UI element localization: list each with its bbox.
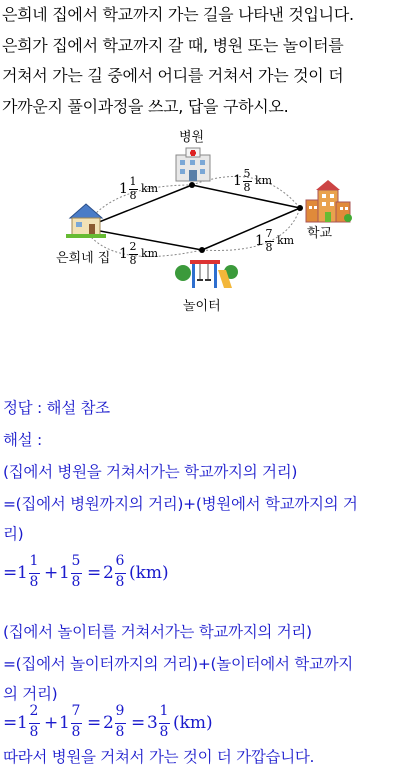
school-icon [306,180,352,222]
playground-label: 놀이터 [183,299,221,314]
solution-heading: 해설 : [3,431,42,449]
answer-line: 정답 : 해설 참조 [3,399,110,417]
question-text [2,0,400,122]
playground-icon [175,260,238,288]
hospital-label: 병원 [179,130,205,145]
question-line: 거쳐서 가는 길 중에서 어디를 거쳐서 가는 것이 더 [2,66,344,85]
question-line: 은희가 집에서 학교까지 갈 때, 병원 또는 놀이터를 [2,35,344,55]
question-line: 은희네 집에서 학교까지 가는 길을 나타낸 것입니다. [2,5,354,24]
solution-line: 의 거리) [3,685,58,703]
solution-line: 리) [3,525,24,543]
home-label: 은희네 집 [56,251,111,266]
hospital-icon [176,148,210,181]
solution-line: =(집에서 놀이터까지의 거리)+(놀이터에서 학교까지 [3,655,353,673]
solution-line: (집에서 병원을 거쳐서가는 학교까지의 거리) [3,463,298,481]
solution-line: =(집에서 병원까지의 거리)+(병원에서 학교까지의 거 [3,495,358,513]
solution-line: (집에서 놀이터를 거쳐서가는 학교까지의 거리) [3,623,312,641]
route-figure: 병원 학교 은희네 집 놀이터 1 1 8 km 1 5 8 km 1 2 8 km 1 7 8 km [0,130,400,330]
conclusion: 따라서 병원을 거쳐서 가는 것이 더 가깝습니다. [3,748,315,766]
school-label: 학교 [307,226,333,241]
question-line: 가까운지 풀이과정을 쓰고, 답을 구하시오. [2,96,289,116]
